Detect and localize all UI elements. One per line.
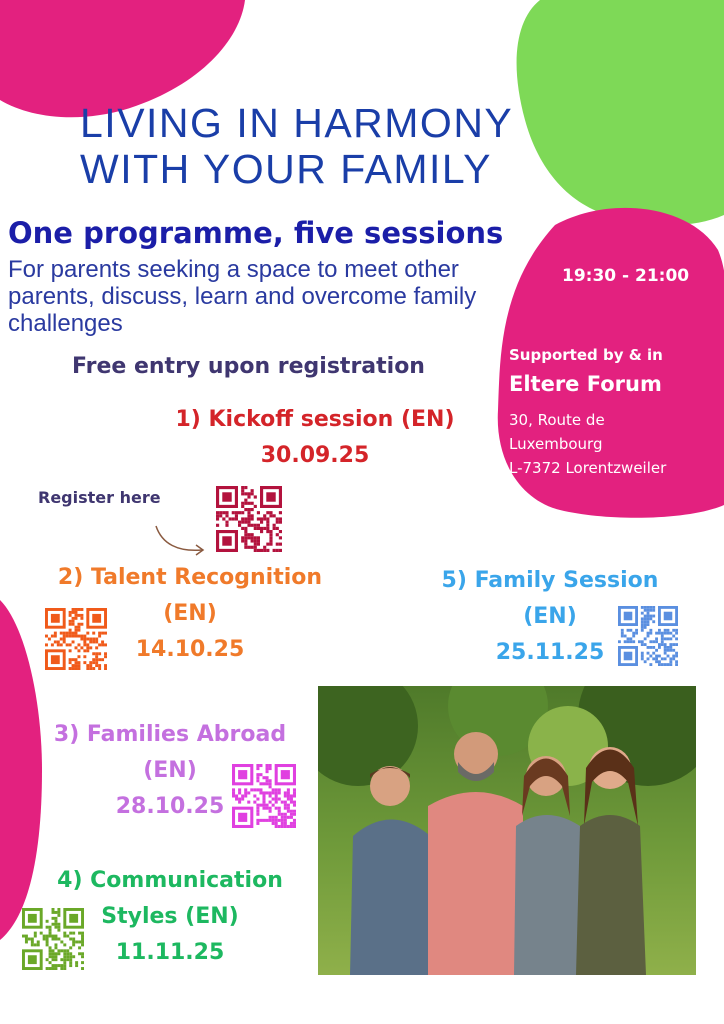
free-entry-text: Free entry upon registration [72,354,425,379]
venue-address [509,408,709,480]
programme-description: For parents seeking a space to meet other parents, discuss, learn and overcome family challenges [8,256,477,337]
address-line-3: L-7372 Lorentzweiler [509,459,667,477]
register-qr-code[interactable] [216,486,282,552]
title-line-1: LIVING IN HARMONY [80,100,514,146]
family-photo-icon [318,686,696,975]
session-5-qr-code[interactable] [618,606,678,666]
session-2-qr-code[interactable] [45,608,107,670]
session-5-title: 5) Family Session [441,568,659,593]
session-3-subtitle: (EN) [143,758,197,783]
session-4-subtitle: Styles (EN) [101,904,239,929]
address-line-2: Luxembourg [509,435,603,453]
family-photo [318,686,696,975]
page-title [80,100,680,192]
programme-subtitle: One programme, five sessions [8,216,504,250]
session-1-title: 1) Kickoff session (EN) [175,407,455,432]
session-2-title: 2) Talent Recognition [57,565,323,590]
session-4-qr-code[interactable] [22,908,84,970]
session-2-date: 14.10.25 [135,637,245,662]
session-4-date: 11.11.25 [115,940,225,965]
address-line-1: 30, Route de [509,411,605,429]
session-2-subtitle: (EN) [163,601,217,626]
session-1 [150,402,480,474]
title-line-2: WITH YOUR FAMILY [80,146,493,192]
venue-name: Eltere Forum [509,372,662,396]
session-time: 19:30 - 21:00 [562,266,690,286]
session-3-title: 3) Families Abroad [53,722,287,747]
session-5-date: 25.11.25 [495,640,605,665]
session-3-date: 28.10.25 [115,794,225,819]
arrow-icon [150,520,210,560]
session-1-date: 30.09.25 [260,443,370,468]
session-3-qr-code[interactable] [232,764,296,828]
register-label: Register here [38,488,161,507]
session-5-subtitle: (EN) [523,604,577,629]
supported-label: Supported by & in [509,346,663,364]
session-4-title: 4) Communication [57,868,283,893]
